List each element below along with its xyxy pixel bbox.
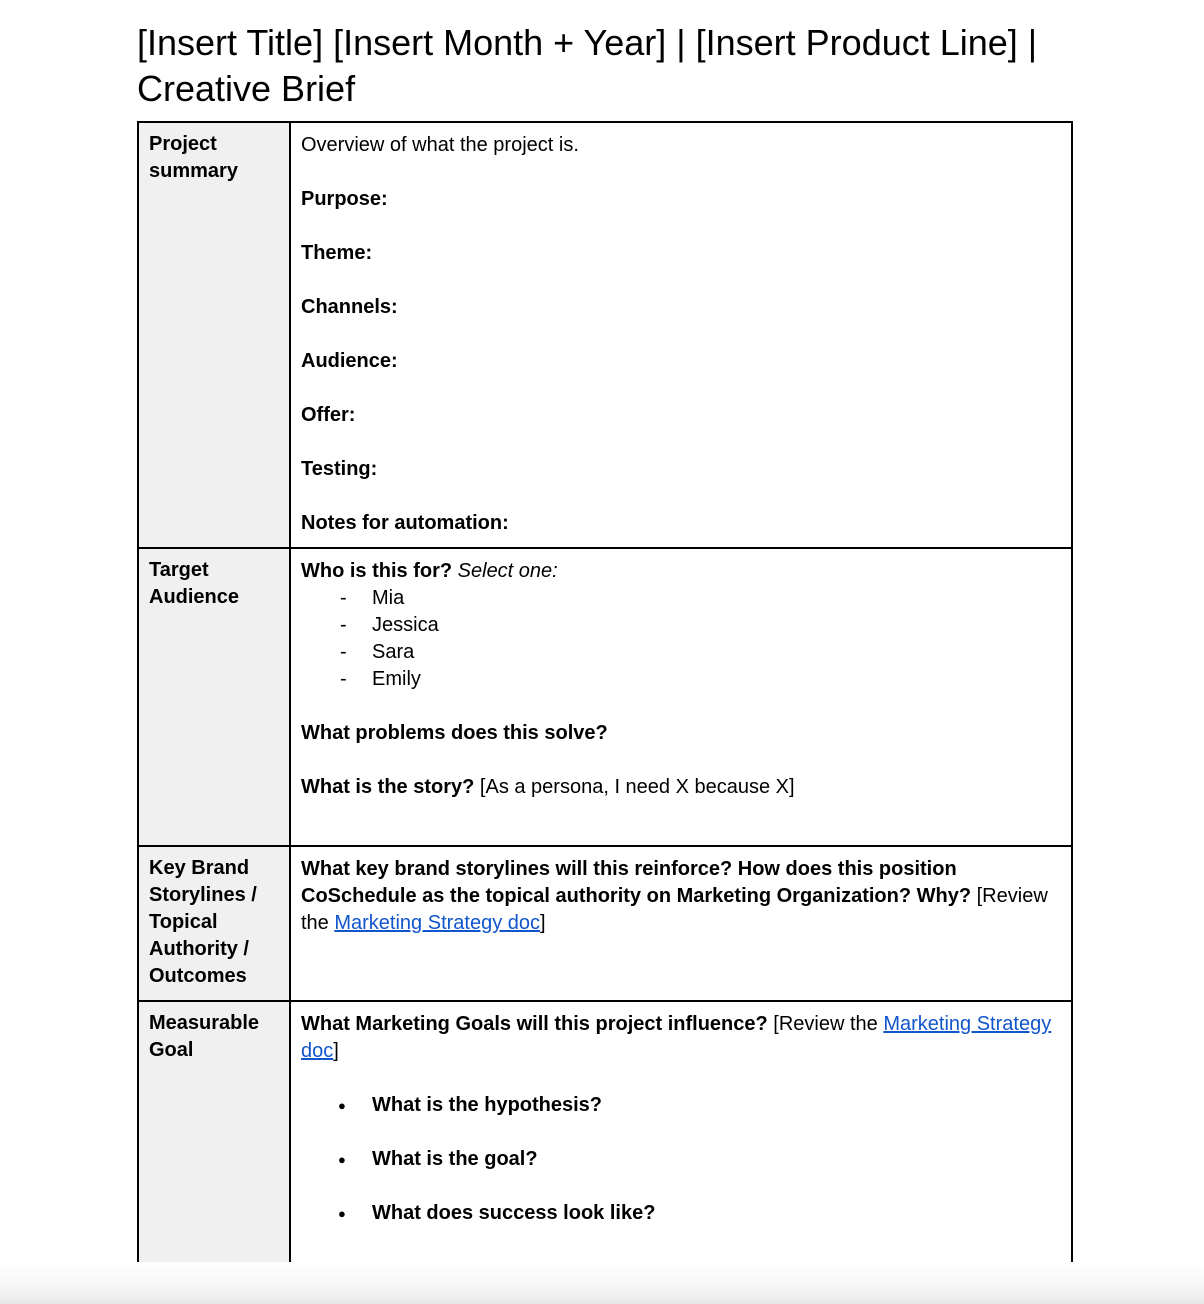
problems-question: What problems does this solve? [301, 722, 608, 744]
persona-item-emily: - Emily [301, 666, 1061, 693]
document-title: [Insert Title] [Insert Month + Year] | [Insert Product Line] | Creative Brief [137, 22, 1038, 109]
table-row-project-summary [138, 122, 1072, 548]
row-header-measurable-goal: Measurable Goal [138, 1001, 290, 1264]
review-prefix: [Review the [767, 1013, 884, 1035]
table-row-target-audience [138, 548, 1072, 846]
label-testing: Testing: [301, 458, 378, 480]
marketing-strategy-doc-link[interactable]: Marketing Strategy doc [301, 1013, 1052, 1062]
row-header-project-summary: Project summary [138, 122, 290, 548]
cell-project-summary [290, 122, 1072, 548]
table-row-key-brand-storylines [138, 846, 1072, 1001]
page-bottom-fade [0, 1262, 1204, 1304]
label-audience: Audience: [301, 350, 398, 372]
bullet-goal: ● What is the goal? [301, 1146, 1061, 1173]
bullet-hypothesis: ● What is the hypothesis? [301, 1092, 1061, 1119]
select-one-note: Select one: [457, 560, 558, 582]
cell-measurable-goal [290, 1001, 1072, 1264]
storylines-question-bold: What key brand storylines will this reinforce? How does this position CoSchedule as the topical authority on Marketing Organization? Why? [301, 858, 972, 907]
cell-key-brand-storylines [290, 846, 1072, 1001]
persona-item-sara: - Sara [301, 639, 1061, 666]
persona-item-mia: - Mia [301, 585, 1061, 612]
marketing-strategy-doc-link[interactable]: Marketing Strategy doc [334, 912, 541, 934]
label-offer: Offer: [301, 404, 356, 426]
storylines-question [301, 856, 1061, 937]
creative-brief-table [137, 121, 1073, 1265]
persona-list [301, 585, 1061, 693]
review-suffix: ] [540, 912, 546, 934]
project-overview-text: Overview of what the project is. [301, 134, 579, 156]
label-purpose: Purpose: [301, 188, 388, 210]
goal-bullet-list [301, 1092, 1061, 1227]
cell-target-audience [290, 548, 1072, 846]
row-header-key-brand-storylines: Key Brand Storylines / Topical Authority / Outcomes [138, 846, 290, 1001]
story-question-bold: What is the story? [301, 776, 475, 798]
story-question-rest: [As a persona, I need X because X] [479, 776, 795, 798]
goals-question-bold: What Marketing Goals will this project influence? [301, 1013, 768, 1035]
who-question-bold: Who is this for? [301, 560, 453, 582]
review-prefix: [Review the [301, 885, 1048, 934]
label-channels: Channels: [301, 296, 398, 318]
goals-question [301, 1011, 1061, 1065]
review-suffix: ] [333, 1040, 339, 1062]
bullet-success: ● What does success look like? [301, 1200, 1061, 1227]
label-notes-automation: Notes for automation: [301, 512, 509, 534]
persona-item-jessica: - Jessica [301, 612, 1061, 639]
who-question [301, 558, 1061, 585]
story-question [301, 774, 1061, 801]
table-row-measurable-goal [138, 1001, 1072, 1264]
label-theme: Theme: [301, 242, 373, 264]
row-header-target-audience: Target Audience [138, 548, 290, 846]
